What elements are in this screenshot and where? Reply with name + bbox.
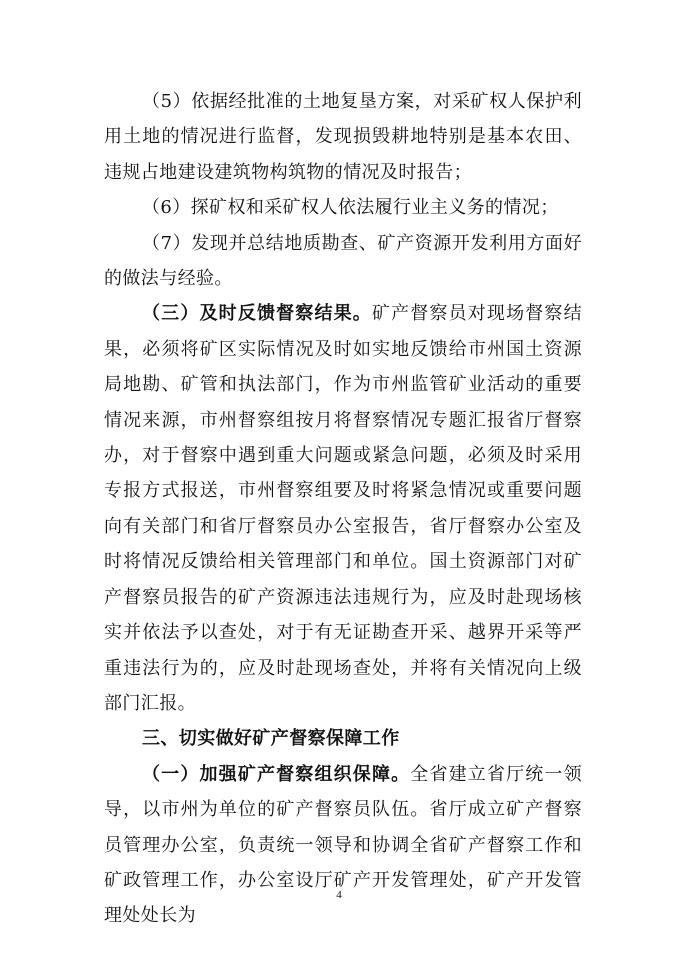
paragraph-text: 全省建立省厅统一领导，以市州为单位的矿产督察员队伍。省厅成立矿产督察员管理办公室，负责统一领导和协调全省矿产督察工作和矿政管理工作，办公室设厅矿产开发管理处，矿产开发管理处处长为 [104, 763, 582, 927]
paragraph-item-7 [104, 226, 582, 297]
paragraph-text: （6）探矿权和采矿权人依法履行业主义务的情况； [142, 197, 559, 219]
document-body [104, 84, 582, 934]
section-heading-3 [104, 721, 582, 756]
paragraph-item-6 [104, 190, 582, 225]
paragraph-bold-lead: （一）加强矿产督察组织保障。 [142, 763, 411, 785]
section-heading-text: 三、切实做好矿产督察保障工作 [142, 728, 400, 750]
paragraph-text: 矿产督察员对现场督察结果，必须将矿区实际情况及时如实地反馈给市州国土资源局地勘、矿管和执法部门，作为市州监管矿业活动的重要情况来源，市州督察组按月将督察情况专题汇报省厅督察办，对于督察中遇到重大问题或紧急问题，必须及时采用专报方式报送，市州督察组要及时将紧急情况或重要问题向有关部门和省厅督察员办公室报告，省厅督察办公室及时将情况反馈给相关管理部门和单位。国土资源部门对矿产督察员报告的矿产资源违法违规行为，应及时赴现场核实并依法予以查处，对于有无证勘查开采、越界开采等严重违法行为的，应及时赴现场查处，并将有关情况向上级部门汇报。 [104, 303, 582, 714]
paragraph-feedback-results [104, 296, 582, 721]
paragraph-organization-guarantee [104, 757, 582, 934]
paragraph-text: （7）发现并总结地质勘查、矿产资源开发利用方面好的做法与经验。 [104, 232, 582, 290]
paragraph-bold-lead: （三）及时反馈督察结果。 [142, 303, 372, 325]
page-number: 4 [336, 889, 342, 901]
paragraph-text: （5）依据经批准的土地复垦方案，对采矿权人保护利用土地的情况进行监督，发现损毁耕地特别是基本农田、违规占地建设建筑物构筑物的情况及时报告； [104, 91, 582, 183]
paragraph-item-5 [104, 84, 582, 190]
